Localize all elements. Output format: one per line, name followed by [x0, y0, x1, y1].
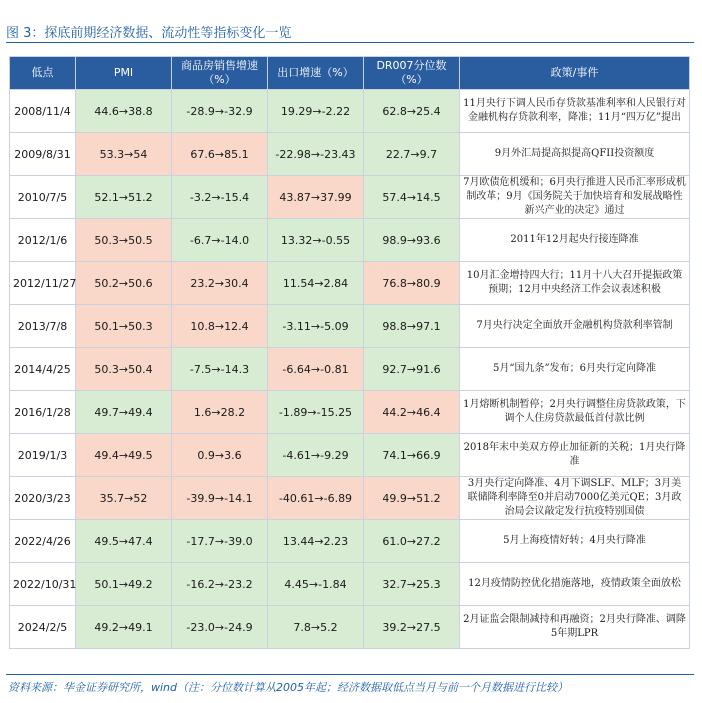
low-point-cell: 2014/4/25 — [10, 348, 76, 391]
policy-cell: 11月央行下调人民币存贷款基准利率和人民银行对金融机构存贷款利率，降准；11月“四万亿”提出 — [460, 90, 690, 133]
table-row — [10, 133, 690, 176]
pmi-cell: 50.1→50.3 — [76, 305, 172, 348]
housing-sales-cell: 0.9→3.6 — [172, 434, 268, 477]
low-point-cell: 2008/11/4 — [10, 90, 76, 133]
low-point-cell: 2020/3/23 — [10, 477, 76, 520]
low-point-cell: 2009/8/31 — [10, 133, 76, 176]
low-point-cell: 2019/1/3 — [10, 434, 76, 477]
policy-cell: 10月汇金增持四大行；11月十八大召开提振政策预期；12月中央经济工作会议表述积极 — [460, 262, 690, 305]
export-cell: 7.8→5.2 — [268, 606, 364, 649]
housing-sales-cell: 23.2→30.4 — [172, 262, 268, 305]
dr007-cell: 62.8→25.4 — [364, 90, 460, 133]
table-row — [10, 305, 690, 348]
table-header-row — [10, 57, 690, 90]
dr007-cell: 44.2→46.4 — [364, 391, 460, 434]
low-point-cell: 2022/4/26 — [10, 520, 76, 563]
table-row — [10, 606, 690, 649]
dr007-cell: 74.1→66.9 — [364, 434, 460, 477]
policy-cell: 9月外汇局提高拟提高QFII投资额度 — [460, 133, 690, 176]
pmi-cell: 53.3→54 — [76, 133, 172, 176]
dr007-cell: 92.7→91.6 — [364, 348, 460, 391]
policy-cell: 2018年末中美双方停止加征新的关税；1月央行降准 — [460, 434, 690, 477]
source-note: 资料来源：华金证券研究所，wind（注：分位数计算从2005年起；经济数据取低点当月与前一个月数据进行比较） — [8, 681, 568, 694]
dr007-cell: 98.9→93.6 — [364, 219, 460, 262]
dr007-cell: 76.8→80.9 — [364, 262, 460, 305]
table-row — [10, 176, 690, 219]
export-cell: -22.98→-23.43 — [268, 133, 364, 176]
source-divider — [6, 674, 694, 675]
policy-cell: 5月上海疫情好转；4月央行降准 — [460, 520, 690, 563]
export-cell: 19.29→-2.22 — [268, 90, 364, 133]
header-housing-sales: 商品房销售增速（%） — [172, 57, 268, 90]
pmi-cell: 49.5→47.4 — [76, 520, 172, 563]
dr007-cell: 49.9→51.2 — [364, 477, 460, 520]
export-cell: -1.89→-15.25 — [268, 391, 364, 434]
low-point-cell: 2012/1/6 — [10, 219, 76, 262]
low-point-cell: 2024/2/5 — [10, 606, 76, 649]
export-cell: -40.61→-6.89 — [268, 477, 364, 520]
low-point-cell: 2010/7/5 — [10, 176, 76, 219]
table-row — [10, 348, 690, 391]
export-cell: -6.64→-0.81 — [268, 348, 364, 391]
export-cell: 43.87→37.99 — [268, 176, 364, 219]
indicator-table — [9, 56, 690, 649]
dr007-cell: 32.7→25.3 — [364, 563, 460, 606]
policy-cell: 5月“国九条”发布；6月央行定向降准 — [460, 348, 690, 391]
table-row — [10, 391, 690, 434]
pmi-cell: 49.4→49.5 — [76, 434, 172, 477]
housing-sales-cell: 10.8→12.4 — [172, 305, 268, 348]
pmi-cell: 50.1→49.2 — [76, 563, 172, 606]
header-policy: 政策/事件 — [460, 57, 690, 90]
export-cell: -4.61→-9.29 — [268, 434, 364, 477]
table-row — [10, 520, 690, 563]
housing-sales-cell: -23.0→-24.9 — [172, 606, 268, 649]
policy-cell: 7月央行决定全面放开金融机构贷款利率管制 — [460, 305, 690, 348]
policy-cell: 1月熔断机制暂停；2月央行调整住房贷款政策，下调个人住房贷款最低首付款比例 — [460, 391, 690, 434]
dr007-cell: 57.4→14.5 — [364, 176, 460, 219]
policy-cell: 3月央行定向降准、4月下调SLF、MLF；3月美联储降利率降至0并启动7000亿美元QE；3月政治局会议敲定发行抗疫特别国债 — [460, 477, 690, 520]
pmi-cell: 50.3→50.4 — [76, 348, 172, 391]
export-cell: 11.54→2.84 — [268, 262, 364, 305]
dr007-cell: 61.0→27.2 — [364, 520, 460, 563]
export-cell: 13.44→2.23 — [268, 520, 364, 563]
table-row — [10, 90, 690, 133]
housing-sales-cell: -7.5→-14.3 — [172, 348, 268, 391]
low-point-cell: 2013/7/8 — [10, 305, 76, 348]
export-cell: -3.11→-5.09 — [268, 305, 364, 348]
pmi-cell: 50.3→50.5 — [76, 219, 172, 262]
header-dr007: DR007分位数（%） — [364, 57, 460, 90]
pmi-cell: 49.7→49.4 — [76, 391, 172, 434]
pmi-cell: 52.1→51.2 — [76, 176, 172, 219]
dr007-cell: 98.8→97.1 — [364, 305, 460, 348]
table-row — [10, 563, 690, 606]
caption-divider — [6, 42, 694, 43]
figure-caption: 图 3：探底前期经济数据、流动性等指标变化一览 — [6, 26, 292, 41]
housing-sales-cell: -17.7→-39.0 — [172, 520, 268, 563]
low-point-cell: 2016/1/28 — [10, 391, 76, 434]
pmi-cell: 50.2→50.6 — [76, 262, 172, 305]
pmi-cell: 35.7→52 — [76, 477, 172, 520]
housing-sales-cell: -39.9→-14.1 — [172, 477, 268, 520]
table-row — [10, 219, 690, 262]
housing-sales-cell: 1.6→28.2 — [172, 391, 268, 434]
table-row — [10, 434, 690, 477]
housing-sales-cell: -16.2→-23.2 — [172, 563, 268, 606]
pmi-cell: 44.6→38.8 — [76, 90, 172, 133]
policy-cell: 12月疫情防控优化措施落地，疫情政策全面放松 — [460, 563, 690, 606]
header-low-point: 低点 — [10, 57, 76, 90]
policy-cell: 2011年12月起央行接连降准 — [460, 219, 690, 262]
pmi-cell: 49.2→49.1 — [76, 606, 172, 649]
table-row — [10, 262, 690, 305]
housing-sales-cell: 67.6→85.1 — [172, 133, 268, 176]
table-row — [10, 477, 690, 520]
dr007-cell: 39.2→27.5 — [364, 606, 460, 649]
low-point-cell: 2022/10/31 — [10, 563, 76, 606]
header-export: 出口增速（%） — [268, 57, 364, 90]
policy-cell: 2月证监会限制减持和再融资；2月央行降准、调降5年期LPR — [460, 606, 690, 649]
export-cell: 13.32→-0.55 — [268, 219, 364, 262]
header-pmi: PMI — [76, 57, 172, 90]
low-point-cell: 2012/11/27 — [10, 262, 76, 305]
export-cell: 4.45→-1.84 — [268, 563, 364, 606]
housing-sales-cell: -3.2→-15.4 — [172, 176, 268, 219]
housing-sales-cell: -6.7→-14.0 — [172, 219, 268, 262]
policy-cell: 7月欧债危机缓和；6月央行推进人民币汇率形成机制改革；9月《国务院关于加快培育和发展战略性新兴产业的决定》通过 — [460, 176, 690, 219]
housing-sales-cell: -28.9→-32.9 — [172, 90, 268, 133]
dr007-cell: 22.7→9.7 — [364, 133, 460, 176]
